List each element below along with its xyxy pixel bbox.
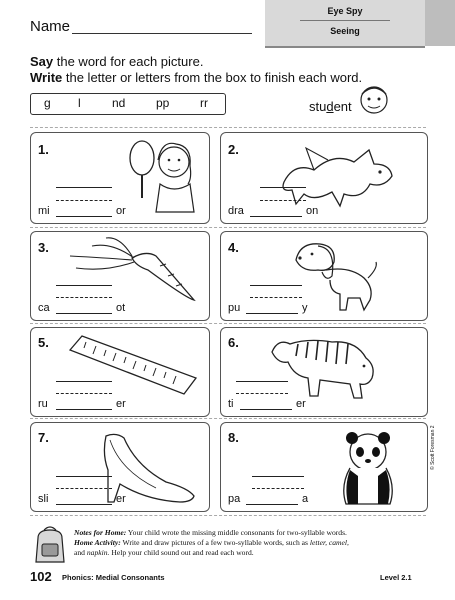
blank-line[interactable] [56, 409, 112, 410]
ruler-picture [66, 330, 198, 406]
activity-text: Write and draw pictures of a few two-syllable words, such as [120, 538, 310, 547]
name-write-line[interactable] [72, 33, 252, 34]
slipper-picture [96, 430, 200, 506]
backpack-icon [30, 526, 70, 566]
item-number: 4. [228, 240, 239, 255]
item-number: 8. [228, 430, 239, 445]
name-label: Name [30, 18, 71, 35]
blank-line[interactable] [56, 216, 112, 217]
answer-line[interactable] [56, 187, 112, 188]
copyright-text: © Scott Foresman 2 [430, 425, 436, 470]
section-divider [30, 515, 426, 516]
section-divider [30, 323, 426, 324]
word-start: dra [228, 205, 244, 217]
word-end: y [302, 302, 308, 314]
activity-text: Help your child sound out and read each word. [109, 548, 254, 557]
letter-box [30, 93, 226, 115]
example-before: stu [309, 99, 327, 114]
letter-option: g [44, 96, 51, 110]
student-face-icon [354, 82, 394, 118]
activity-text: and [74, 548, 87, 557]
notes-text: Your child wrote the missing middle consonants for two-syllable words. [126, 528, 347, 537]
letter-option: rr [200, 96, 208, 110]
example-word [309, 99, 352, 114]
word-end: on [306, 205, 319, 217]
instruction-text-1: the word for each picture. [53, 54, 204, 69]
item-number: 2. [228, 142, 239, 157]
item-number: 3. [38, 240, 49, 255]
example-after: ent [333, 99, 352, 114]
word-start: ru [38, 398, 48, 410]
level-label: Level 2.1 [380, 573, 412, 582]
carrot-picture [62, 236, 196, 306]
item-number: 5. [38, 335, 49, 350]
instruction-text-2: the letter or letters from the box to finish each word. [62, 70, 363, 85]
mirror-picture [128, 138, 198, 214]
tag-corner-decoration [425, 0, 455, 46]
instruction-line-2 [30, 70, 362, 85]
letter-option: l [78, 96, 81, 110]
section-divider [30, 418, 426, 419]
word-end: or [116, 205, 126, 217]
word-end: a [302, 493, 309, 505]
notes-title: Notes for Home: [74, 528, 127, 537]
unit-tag-subtitle: Seeing [330, 26, 360, 36]
word-start: sli [38, 493, 49, 505]
letter-option: nd [112, 96, 126, 110]
blank-line[interactable] [250, 216, 302, 217]
item-number: 7. [38, 430, 49, 445]
word-start: ca [38, 302, 50, 314]
tiger-picture [268, 336, 384, 404]
section-divider [30, 227, 426, 228]
blank-line[interactable] [246, 313, 298, 314]
item-number: 6. [228, 335, 239, 350]
panda-picture [334, 430, 400, 508]
section-divider [30, 127, 426, 128]
blank-line[interactable] [246, 504, 298, 505]
tag-divider [300, 20, 390, 21]
footer-label: Phonics: Medial Consonants [62, 573, 165, 582]
instruction-line-1 [30, 54, 203, 69]
word-end: ot [116, 302, 126, 314]
answer-guide-line [56, 200, 112, 201]
word-start: ti [228, 398, 234, 410]
example-letter: d [326, 99, 334, 114]
activity-example-word: napkin. [86, 548, 110, 557]
blank-line[interactable] [240, 409, 292, 410]
letter-option: pp [156, 96, 170, 110]
instruction-verb-write: Write [30, 70, 63, 85]
activity-title: Home Activity: [74, 538, 121, 547]
item-number: 1. [38, 142, 49, 157]
word-start: pu [228, 302, 241, 314]
answer-line[interactable] [252, 476, 304, 477]
word-start: pa [228, 493, 241, 505]
word-start: mi [38, 205, 50, 217]
word-end: er [296, 398, 306, 410]
word-end: er [116, 493, 126, 505]
instruction-verb-say: Say [30, 54, 54, 69]
word-end: er [116, 398, 126, 410]
blank-line[interactable] [56, 313, 112, 314]
unit-tag-title: Eye Spy [327, 6, 363, 16]
activity-example-words: letter, camel, [309, 538, 349, 547]
home-notes [74, 528, 424, 558]
dragon-picture [274, 142, 404, 212]
puppy-picture [290, 238, 380, 312]
page-number: 102 [30, 569, 52, 584]
answer-guide-line [252, 488, 304, 489]
